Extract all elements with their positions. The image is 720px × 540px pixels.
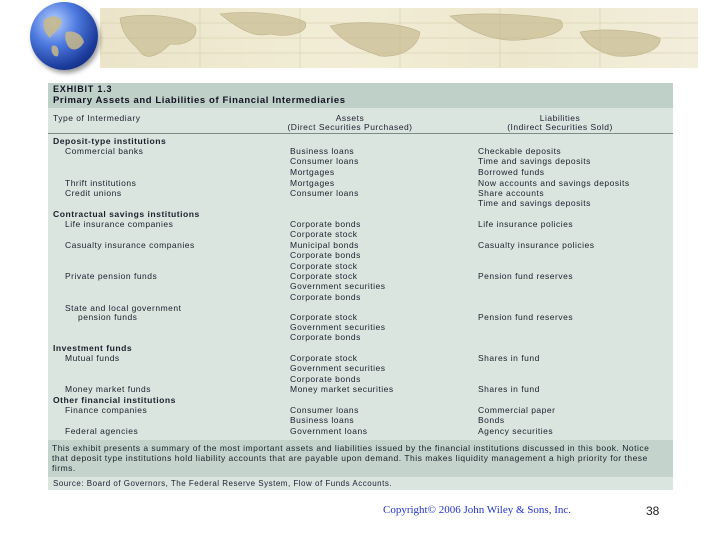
asset-item: Corporate bonds bbox=[290, 219, 361, 229]
asset-item: Corporate stock bbox=[290, 353, 358, 363]
source-citation: Source: Board of Governors, The Federal Reserve System, Flow of Funds Accounts. bbox=[53, 479, 393, 488]
type-credit-unions: Credit unions bbox=[65, 188, 122, 198]
asset-item: Mortgages bbox=[290, 167, 335, 177]
liability-item: Borrowed funds bbox=[478, 167, 545, 177]
note-text: This exhibit presents a summary of the most important assets and liabilities issued by the financial institutions discussed in this book. Notice that deposit type institutions hold liability accounts that are payable upon demand. This makes liquidity management a high priority for these firms. bbox=[52, 443, 650, 473]
copyright-footer: Copyright© 2006 John Wiley & Sons, Inc. bbox=[383, 504, 571, 516]
liability-item: Time and savings deposits bbox=[478, 156, 591, 166]
category-investment: Investment funds bbox=[53, 343, 133, 353]
asset-item: Corporate stock bbox=[290, 271, 358, 281]
type-thrift: Thrift institutions bbox=[65, 178, 137, 188]
type-federal-agencies: Federal agencies bbox=[65, 426, 139, 436]
liability-item: Bonds bbox=[478, 415, 505, 425]
liability-item: Pension fund reserves bbox=[478, 271, 574, 281]
type-mutual-funds: Mutual funds bbox=[65, 353, 120, 363]
type-state-local-1: State and local government bbox=[65, 303, 182, 313]
exhibit-note bbox=[48, 440, 673, 477]
liability-item: Pension fund reserves bbox=[478, 312, 574, 322]
asset-item: Mortgages bbox=[290, 178, 335, 188]
asset-item: Corporate bonds bbox=[290, 332, 361, 342]
liability-item: Time and savings deposits bbox=[478, 198, 591, 208]
asset-item: Money market securities bbox=[290, 384, 394, 394]
asset-item: Business loans bbox=[290, 415, 355, 425]
liability-item: Casualty insurance policies bbox=[478, 240, 595, 250]
asset-item: Government securities bbox=[290, 281, 386, 291]
asset-item: Corporate bonds bbox=[290, 374, 361, 384]
asset-item: Corporate bonds bbox=[290, 292, 361, 302]
globe-icon bbox=[30, 2, 98, 70]
column-header-liabilities bbox=[480, 114, 640, 132]
asset-item: Government securities bbox=[290, 322, 386, 332]
liability-item: Shares in fund bbox=[478, 384, 540, 394]
type-commercial-banks: Commercial banks bbox=[65, 146, 144, 156]
liability-item: Shares in fund bbox=[478, 353, 540, 363]
world-map-banner bbox=[100, 8, 698, 68]
column-header-type: Type of Intermediary bbox=[53, 113, 141, 123]
exhibit-label: EXHIBIT 1.3 bbox=[53, 84, 113, 94]
type-finance-companies: Finance companies bbox=[65, 405, 148, 415]
liability-item: Commercial paper bbox=[478, 405, 556, 415]
liability-item: Agency securities bbox=[478, 426, 554, 436]
exhibit-title: Primary Assets and Liabilities of Financial Intermediaries bbox=[53, 95, 346, 106]
column-header-liabilities-title: Liabilities bbox=[539, 113, 581, 123]
type-life-insurance: Life insurance companies bbox=[65, 219, 174, 229]
asset-item: Consumer loans bbox=[290, 156, 359, 166]
asset-item: Corporate stock bbox=[290, 312, 358, 322]
asset-item: Government securities bbox=[290, 363, 386, 373]
asset-item: Corporate stock bbox=[290, 229, 358, 239]
column-header-assets-title: Assets bbox=[335, 113, 365, 123]
column-header-liabilities-sub: (Indirect Securities Sold) bbox=[507, 122, 613, 132]
column-header-assets bbox=[275, 114, 425, 132]
liability-item: Now accounts and savings deposits bbox=[478, 178, 630, 188]
category-deposit: Deposit-type institutions bbox=[53, 136, 167, 146]
liability-item: Checkable deposits bbox=[478, 146, 562, 156]
exhibit-table bbox=[48, 83, 673, 490]
asset-item: Consumer loans bbox=[290, 405, 359, 415]
asset-item: Municipal bonds bbox=[290, 240, 359, 250]
asset-item: Government loans bbox=[290, 426, 368, 436]
liability-item: Share accounts bbox=[478, 188, 545, 198]
page-number: 38 bbox=[646, 504, 660, 518]
category-other: Other financial institutions bbox=[53, 395, 176, 405]
category-contractual: Contractual savings institutions bbox=[53, 209, 200, 219]
header-rule bbox=[48, 133, 673, 134]
exhibit-header bbox=[48, 83, 673, 108]
asset-item: Corporate bonds bbox=[290, 250, 361, 260]
asset-item: Consumer loans bbox=[290, 188, 359, 198]
asset-item: Corporate stock bbox=[290, 261, 358, 271]
liability-item: Life insurance policies bbox=[478, 219, 574, 229]
type-state-local-2: pension funds bbox=[78, 312, 138, 322]
asset-item: Business loans bbox=[290, 146, 355, 156]
type-money-market: Money market funds bbox=[65, 384, 152, 394]
type-private-pension: Private pension funds bbox=[65, 271, 158, 281]
type-casualty: Casualty insurance companies bbox=[65, 240, 195, 250]
column-header-assets-sub: (Direct Securities Purchased) bbox=[287, 122, 413, 132]
